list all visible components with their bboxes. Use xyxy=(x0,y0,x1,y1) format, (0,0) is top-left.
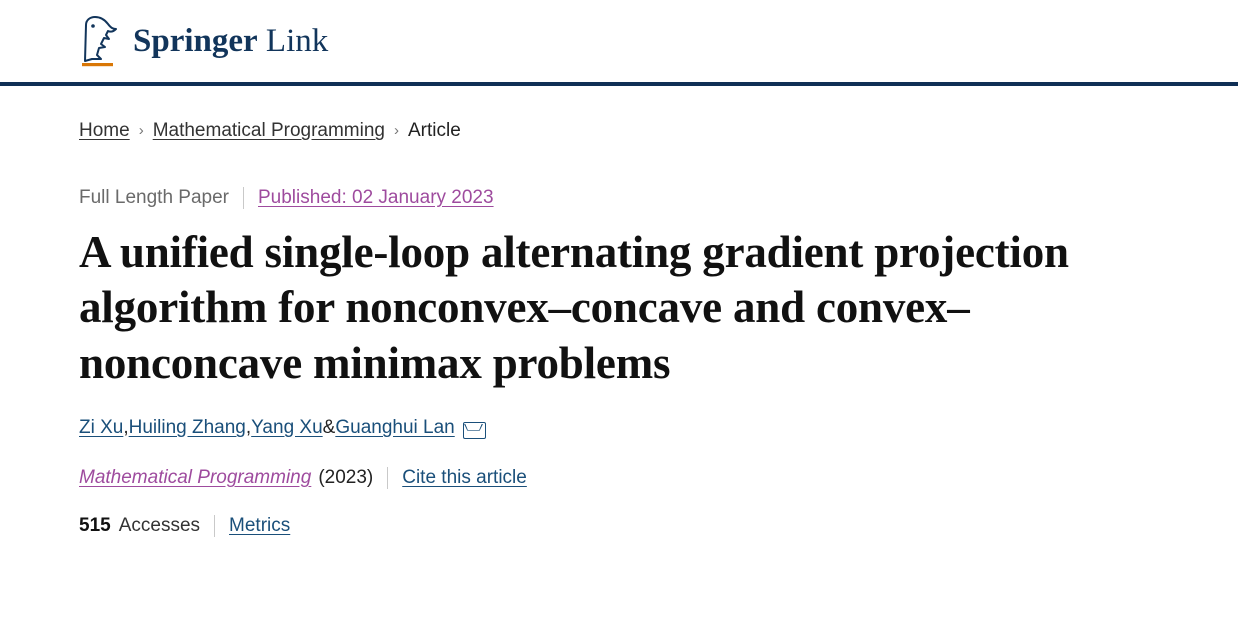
published-date-link[interactable]: Published: 02 January 2023 xyxy=(258,187,494,208)
brand-wordmark xyxy=(133,23,328,60)
metrics-line xyxy=(79,515,1159,537)
author-list xyxy=(79,417,1159,439)
citation-divider xyxy=(387,467,388,489)
author-separator-1: , xyxy=(123,417,129,439)
author-separator-3: & xyxy=(322,417,336,439)
metrics-link[interactable]: Metrics xyxy=(229,515,291,537)
journal-citation-line xyxy=(79,467,1159,489)
springer-horse-logo-icon xyxy=(79,15,123,67)
author-link-3[interactable]: Yang Xu xyxy=(251,417,323,439)
author-link-1[interactable]: Zi Xu xyxy=(79,417,124,439)
site-header xyxy=(0,0,1238,86)
breadcrumb xyxy=(79,120,1159,142)
publication-year: (2023) xyxy=(318,467,374,489)
envelope-icon[interactable] xyxy=(463,422,486,439)
meta-divider xyxy=(243,187,244,209)
metrics-divider xyxy=(214,515,215,537)
breadcrumb-item-article: Article xyxy=(408,120,461,141)
article-content xyxy=(0,120,1238,537)
breadcrumb-item-home[interactable]: Home xyxy=(79,120,130,141)
author-link-4[interactable]: Guanghui Lan xyxy=(335,417,455,439)
article-type-label: Full Length Paper xyxy=(79,187,229,208)
page-title: A unified single-loop alternating gradient projection algorithm for nonconvex–concave and convex–nonconcave minimax problems xyxy=(79,227,1069,388)
breadcrumb-separator-icon: › xyxy=(394,121,399,139)
cite-this-article-link[interactable]: Cite this article xyxy=(402,467,527,489)
author-link-2[interactable]: Huiling Zhang xyxy=(128,417,246,439)
author-separator-2: , xyxy=(245,417,252,439)
brand-link: Link xyxy=(265,22,329,59)
brand-springer: Springer xyxy=(133,22,258,59)
journal-name-link[interactable]: Mathematical Programming xyxy=(79,467,312,489)
article-meta xyxy=(79,187,1159,209)
breadcrumb-separator-icon: › xyxy=(138,121,144,139)
accesses-count: 515 xyxy=(79,515,111,537)
breadcrumb-item-journal[interactable]: Mathematical Programming xyxy=(152,120,385,141)
springer-link-home-link[interactable] xyxy=(79,15,328,67)
accesses-label: Accesses xyxy=(118,515,201,537)
